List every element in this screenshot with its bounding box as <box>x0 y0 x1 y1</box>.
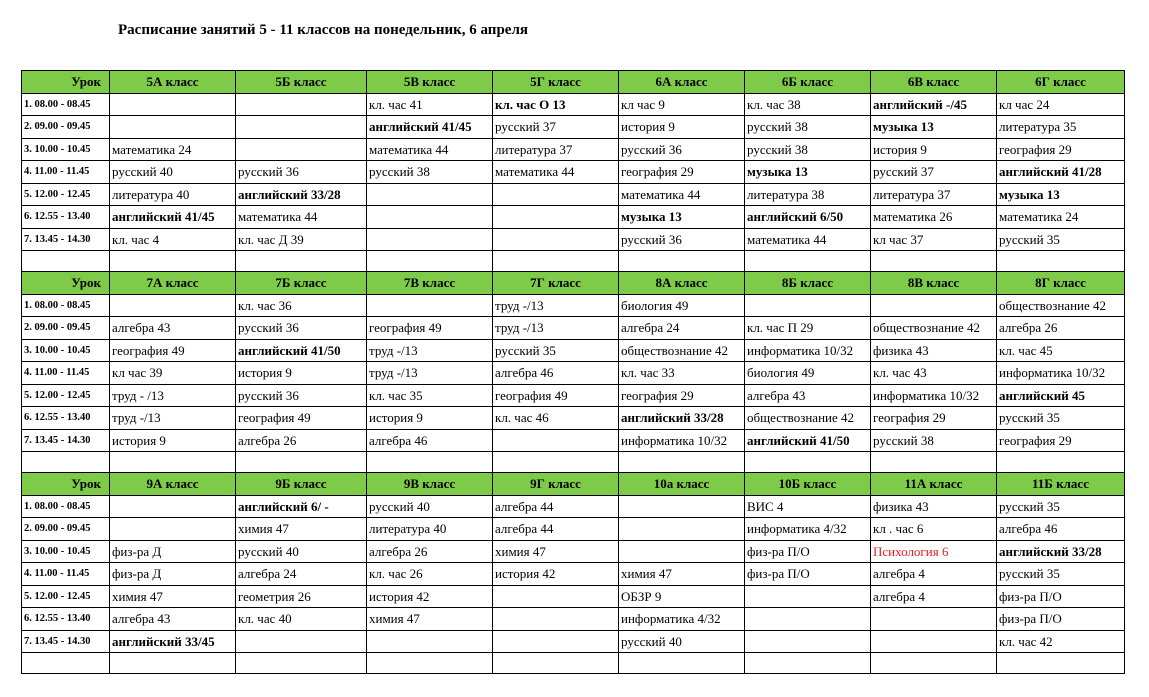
lesson-row <box>22 317 1125 340</box>
subject-cell: музыка 13 <box>871 116 997 139</box>
subject-cell: русский 36 <box>619 138 745 161</box>
class-header: 6Г класс <box>997 71 1125 94</box>
subject-cell: информатика 10/32 <box>871 384 997 407</box>
subject-cell: труд -/13 <box>367 339 493 362</box>
lesson-row <box>22 138 1125 161</box>
subject-cell: биология 49 <box>619 294 745 317</box>
lesson-time: 6. 12.55 - 13.40 <box>22 608 110 631</box>
subject-cell: кл. час 43 <box>871 362 997 385</box>
subject-cell: информатика 4/32 <box>745 518 871 541</box>
subject-cell: алгебра 24 <box>619 317 745 340</box>
subject-cell: химия 47 <box>367 608 493 631</box>
subject-cell: математика 44 <box>493 161 619 184</box>
lesson-time: 1. 08.00 - 08.45 <box>22 93 110 116</box>
spacer-row <box>22 653 1125 674</box>
empty-cell <box>22 452 110 473</box>
subject-cell <box>871 630 997 653</box>
subject-cell <box>367 630 493 653</box>
subject-cell: история 9 <box>871 138 997 161</box>
subject-cell: английский 41/28 <box>997 161 1125 184</box>
subject-cell: английский 41/50 <box>236 339 367 362</box>
subject-cell: алгебра 44 <box>493 495 619 518</box>
lesson-row <box>22 294 1125 317</box>
subject-cell: русский 36 <box>236 384 367 407</box>
subject-cell: география 29 <box>619 384 745 407</box>
lesson-time: 3. 10.00 - 10.45 <box>22 339 110 362</box>
lesson-row <box>22 206 1125 229</box>
lesson-row <box>22 585 1125 608</box>
class-header: 9Г класс <box>493 473 619 496</box>
subject-cell: обществознание 42 <box>745 407 871 430</box>
lesson-row <box>22 518 1125 541</box>
subject-cell <box>110 495 236 518</box>
subject-cell: кл . час 6 <box>871 518 997 541</box>
class-header: 11А класс <box>871 473 997 496</box>
class-header: 6Б класс <box>745 71 871 94</box>
subject-cell <box>367 206 493 229</box>
subject-cell: английский 41/45 <box>110 206 236 229</box>
subject-cell <box>745 294 871 317</box>
lesson-column-header: Урок <box>22 71 110 94</box>
class-header: 5Б класс <box>236 71 367 94</box>
subject-cell: русский 38 <box>745 116 871 139</box>
lesson-row <box>22 339 1125 362</box>
subject-cell: английский 45 <box>997 384 1125 407</box>
subject-cell: география 49 <box>236 407 367 430</box>
lesson-row <box>22 407 1125 430</box>
empty-cell <box>110 653 236 674</box>
subject-cell: алгебра 43 <box>110 608 236 631</box>
subject-cell: химия 47 <box>493 540 619 563</box>
class-header: 5В класс <box>367 71 493 94</box>
subject-cell: физ-ра Д <box>110 563 236 586</box>
subject-cell: русский 36 <box>236 317 367 340</box>
subject-cell: информатика 10/32 <box>619 429 745 452</box>
subject-cell <box>110 294 236 317</box>
subject-cell: математика 26 <box>871 206 997 229</box>
subject-cell: география 29 <box>997 138 1125 161</box>
subject-cell: русский 38 <box>871 429 997 452</box>
subject-cell <box>619 495 745 518</box>
empty-cell <box>236 251 367 272</box>
lesson-time: 4. 11.00 - 11.45 <box>22 563 110 586</box>
subject-cell: физ-ра Д <box>110 540 236 563</box>
lesson-row <box>22 563 1125 586</box>
subject-cell: русский 37 <box>493 116 619 139</box>
subject-cell: кл. час 46 <box>493 407 619 430</box>
subject-cell: геометрия 26 <box>236 585 367 608</box>
empty-cell <box>997 251 1125 272</box>
subject-cell: русский 35 <box>997 563 1125 586</box>
subject-cell: обществознание 42 <box>619 339 745 362</box>
subject-cell: химия 47 <box>110 585 236 608</box>
lesson-time: 5. 12.00 - 12.45 <box>22 585 110 608</box>
lesson-time: 6. 12.55 - 13.40 <box>22 407 110 430</box>
lesson-column-header: Урок <box>22 473 110 496</box>
subject-cell: алгебра 4 <box>871 585 997 608</box>
subject-cell: алгебра 43 <box>110 317 236 340</box>
subject-cell: физика 43 <box>871 339 997 362</box>
empty-cell <box>367 452 493 473</box>
class-header: 10Б класс <box>745 473 871 496</box>
subject-cell: химия 47 <box>236 518 367 541</box>
subject-cell: труд -/13 <box>367 362 493 385</box>
subject-cell: кл. час 36 <box>236 294 367 317</box>
subject-cell: география 29 <box>871 407 997 430</box>
subject-cell <box>493 183 619 206</box>
subject-cell <box>619 540 745 563</box>
lesson-time: 2. 09.00 - 09.45 <box>22 317 110 340</box>
lesson-time: 7. 13.45 - 14.30 <box>22 429 110 452</box>
subject-cell: физ-ра П/О <box>745 540 871 563</box>
subject-cell: музыка 13 <box>745 161 871 184</box>
empty-cell <box>367 653 493 674</box>
subject-cell: кл. час 41 <box>367 93 493 116</box>
schedule-table <box>21 70 1125 674</box>
class-header: 10а класс <box>619 473 745 496</box>
subject-cell <box>619 518 745 541</box>
class-header: 8В класс <box>871 272 997 295</box>
empty-cell <box>997 653 1125 674</box>
lesson-row <box>22 630 1125 653</box>
subject-cell: Психология 6 <box>871 540 997 563</box>
subject-cell: биология 49 <box>745 362 871 385</box>
subject-cell: алгебра 4 <box>871 563 997 586</box>
lesson-row <box>22 161 1125 184</box>
empty-cell <box>871 251 997 272</box>
subject-cell: русский 40 <box>367 495 493 518</box>
subject-cell: музыка 13 <box>997 183 1125 206</box>
subject-cell: кл. час П 29 <box>745 317 871 340</box>
lesson-time: 1. 08.00 - 08.45 <box>22 294 110 317</box>
lesson-row <box>22 608 1125 631</box>
empty-cell <box>367 251 493 272</box>
subject-cell: английский 33/28 <box>997 540 1125 563</box>
subject-cell: английский 41/45 <box>367 116 493 139</box>
subject-cell: алгебра 43 <box>745 384 871 407</box>
subject-cell: математика 44 <box>236 206 367 229</box>
subject-cell: математика 44 <box>367 138 493 161</box>
subject-cell: алгебра 26 <box>997 317 1125 340</box>
empty-cell <box>493 653 619 674</box>
empty-cell <box>745 653 871 674</box>
subject-cell: ОБЗР 9 <box>619 585 745 608</box>
lesson-time: 1. 08.00 - 08.45 <box>22 495 110 518</box>
subject-cell: алгебра 46 <box>367 429 493 452</box>
subject-cell: история 42 <box>493 563 619 586</box>
subject-cell <box>367 183 493 206</box>
empty-cell <box>110 452 236 473</box>
lesson-row <box>22 116 1125 139</box>
lesson-time: 2. 09.00 - 09.45 <box>22 518 110 541</box>
subject-cell: кл. час 45 <box>997 339 1125 362</box>
class-header: 7Г класс <box>493 272 619 295</box>
subject-cell: физика 43 <box>871 495 997 518</box>
subject-cell <box>493 585 619 608</box>
subject-cell: физ-ра П/О <box>997 585 1125 608</box>
subject-cell: география 29 <box>997 429 1125 452</box>
subject-cell: кл час 24 <box>997 93 1125 116</box>
subject-cell: алгебра 46 <box>493 362 619 385</box>
subject-cell: кл. час 35 <box>367 384 493 407</box>
subject-cell <box>493 228 619 251</box>
subject-cell: история 9 <box>619 116 745 139</box>
empty-cell <box>619 251 745 272</box>
subject-cell: информатика 10/32 <box>745 339 871 362</box>
lesson-row <box>22 93 1125 116</box>
subject-cell: информатика 10/32 <box>997 362 1125 385</box>
subject-cell: география 49 <box>493 384 619 407</box>
lesson-time: 3. 10.00 - 10.45 <box>22 138 110 161</box>
subject-cell: русский 35 <box>997 495 1125 518</box>
empty-cell <box>997 452 1125 473</box>
subject-cell <box>236 116 367 139</box>
subject-cell: алгебра 26 <box>236 429 367 452</box>
subject-cell <box>745 585 871 608</box>
subject-cell: литература 40 <box>110 183 236 206</box>
subject-cell: кл. час Д 39 <box>236 228 367 251</box>
subject-cell: английский 33/28 <box>236 183 367 206</box>
subject-cell <box>871 294 997 317</box>
subject-cell: кл. час О 13 <box>493 93 619 116</box>
header-row <box>22 71 1125 94</box>
subject-cell <box>367 228 493 251</box>
empty-cell <box>22 251 110 272</box>
subject-cell: кл. час 40 <box>236 608 367 631</box>
spacer-row <box>22 452 1125 473</box>
class-header: 8А класс <box>619 272 745 295</box>
subject-cell: английский 6/50 <box>745 206 871 229</box>
subject-cell: русский 35 <box>493 339 619 362</box>
subject-cell: литература 38 <box>745 183 871 206</box>
subject-cell <box>110 518 236 541</box>
subject-cell: химия 47 <box>619 563 745 586</box>
lesson-time: 6. 12.55 - 13.40 <box>22 206 110 229</box>
subject-cell <box>110 93 236 116</box>
subject-cell: история 9 <box>367 407 493 430</box>
subject-cell: труд -/13 <box>493 317 619 340</box>
subject-cell <box>236 138 367 161</box>
lesson-row <box>22 183 1125 206</box>
lesson-time: 7. 13.45 - 14.30 <box>22 630 110 653</box>
subject-cell <box>236 93 367 116</box>
subject-cell <box>236 630 367 653</box>
subject-cell: обществознание 42 <box>871 317 997 340</box>
header-row <box>22 272 1125 295</box>
subject-cell: информатика 4/32 <box>619 608 745 631</box>
class-header: 7В класс <box>367 272 493 295</box>
lesson-time: 2. 09.00 - 09.45 <box>22 116 110 139</box>
empty-cell <box>493 452 619 473</box>
subject-cell: история 9 <box>236 362 367 385</box>
lesson-row <box>22 540 1125 563</box>
class-header: 9Б класс <box>236 473 367 496</box>
subject-cell: обществознание 42 <box>997 294 1125 317</box>
subject-cell: английский -/45 <box>871 93 997 116</box>
header-row <box>22 473 1125 496</box>
class-header: 9А класс <box>110 473 236 496</box>
page-title: Расписание занятий 5 - 11 классов на понедельник, 6 апреля <box>118 22 528 38</box>
subject-cell <box>110 116 236 139</box>
lesson-column-header: Урок <box>22 272 110 295</box>
subject-cell <box>493 608 619 631</box>
spacer-row <box>22 251 1125 272</box>
subject-cell: кл час 9 <box>619 93 745 116</box>
lesson-time: 5. 12.00 - 12.45 <box>22 183 110 206</box>
subject-cell <box>493 429 619 452</box>
subject-cell: английский 33/45 <box>110 630 236 653</box>
subject-cell: математика 24 <box>110 138 236 161</box>
lesson-time: 4. 11.00 - 11.45 <box>22 362 110 385</box>
subject-cell: география 29 <box>619 161 745 184</box>
subject-cell: труд -/13 <box>110 407 236 430</box>
empty-cell <box>22 653 110 674</box>
class-header: 8Г класс <box>997 272 1125 295</box>
subject-cell: русский 40 <box>110 161 236 184</box>
subject-cell: алгебра 24 <box>236 563 367 586</box>
empty-cell <box>493 251 619 272</box>
empty-cell <box>745 452 871 473</box>
subject-cell: физ-ра П/О <box>997 608 1125 631</box>
subject-cell: труд - /13 <box>110 384 236 407</box>
subject-cell: русский 36 <box>236 161 367 184</box>
subject-cell: кл. час 26 <box>367 563 493 586</box>
subject-cell <box>367 294 493 317</box>
subject-cell: русский 40 <box>236 540 367 563</box>
subject-cell: алгебра 44 <box>493 518 619 541</box>
subject-cell <box>745 630 871 653</box>
empty-cell <box>745 251 871 272</box>
subject-cell: история 42 <box>367 585 493 608</box>
class-header: 7Б класс <box>236 272 367 295</box>
subject-cell: алгебра 46 <box>997 518 1125 541</box>
subject-cell: литература 37 <box>493 138 619 161</box>
lesson-row <box>22 429 1125 452</box>
subject-cell: география 49 <box>367 317 493 340</box>
subject-cell: русский 36 <box>619 228 745 251</box>
lesson-row <box>22 362 1125 385</box>
subject-cell <box>493 206 619 229</box>
subject-cell: география 49 <box>110 339 236 362</box>
empty-cell <box>619 653 745 674</box>
subject-cell: литература 40 <box>367 518 493 541</box>
subject-cell: литература 37 <box>871 183 997 206</box>
empty-cell <box>110 251 236 272</box>
subject-cell: английский 33/28 <box>619 407 745 430</box>
subject-cell: кл час 37 <box>871 228 997 251</box>
subject-cell: математика 24 <box>997 206 1125 229</box>
class-header: 6В класс <box>871 71 997 94</box>
lesson-time: 7. 13.45 - 14.30 <box>22 228 110 251</box>
empty-cell <box>871 653 997 674</box>
class-header: 7А класс <box>110 272 236 295</box>
subject-cell: кл. час 33 <box>619 362 745 385</box>
subject-cell: кл. час 42 <box>997 630 1125 653</box>
subject-cell <box>745 608 871 631</box>
subject-cell: кл. час 4 <box>110 228 236 251</box>
class-header: 9В класс <box>367 473 493 496</box>
subject-cell: литература 35 <box>997 116 1125 139</box>
empty-cell <box>619 452 745 473</box>
subject-cell: русский 35 <box>997 228 1125 251</box>
class-header: 5А класс <box>110 71 236 94</box>
subject-cell: история 9 <box>110 429 236 452</box>
class-header: 8Б класс <box>745 272 871 295</box>
lesson-row <box>22 228 1125 251</box>
lesson-row <box>22 495 1125 518</box>
subject-cell: алгебра 26 <box>367 540 493 563</box>
subject-cell: русский 35 <box>997 407 1125 430</box>
subject-cell: английский 41/50 <box>745 429 871 452</box>
class-header: 11Б класс <box>997 473 1125 496</box>
class-header: 5Г класс <box>493 71 619 94</box>
empty-cell <box>236 653 367 674</box>
lesson-time: 5. 12.00 - 12.45 <box>22 384 110 407</box>
subject-cell <box>493 630 619 653</box>
subject-cell: математика 44 <box>619 183 745 206</box>
class-header: 6А класс <box>619 71 745 94</box>
subject-cell: русский 37 <box>871 161 997 184</box>
subject-cell: кл. час 38 <box>745 93 871 116</box>
subject-cell: кл час 39 <box>110 362 236 385</box>
empty-cell <box>236 452 367 473</box>
lesson-time: 4. 11.00 - 11.45 <box>22 161 110 184</box>
subject-cell: математика 44 <box>745 228 871 251</box>
subject-cell <box>871 608 997 631</box>
subject-cell: физ-ра П/О <box>745 563 871 586</box>
subject-cell: русский 38 <box>367 161 493 184</box>
subject-cell: ВИС 4 <box>745 495 871 518</box>
subject-cell: русский 38 <box>745 138 871 161</box>
lesson-row <box>22 384 1125 407</box>
lesson-time: 3. 10.00 - 10.45 <box>22 540 110 563</box>
subject-cell: труд -/13 <box>493 294 619 317</box>
empty-cell <box>871 452 997 473</box>
subject-cell: русский 40 <box>619 630 745 653</box>
subject-cell: музыка 13 <box>619 206 745 229</box>
subject-cell: английский 6/ - <box>236 495 367 518</box>
